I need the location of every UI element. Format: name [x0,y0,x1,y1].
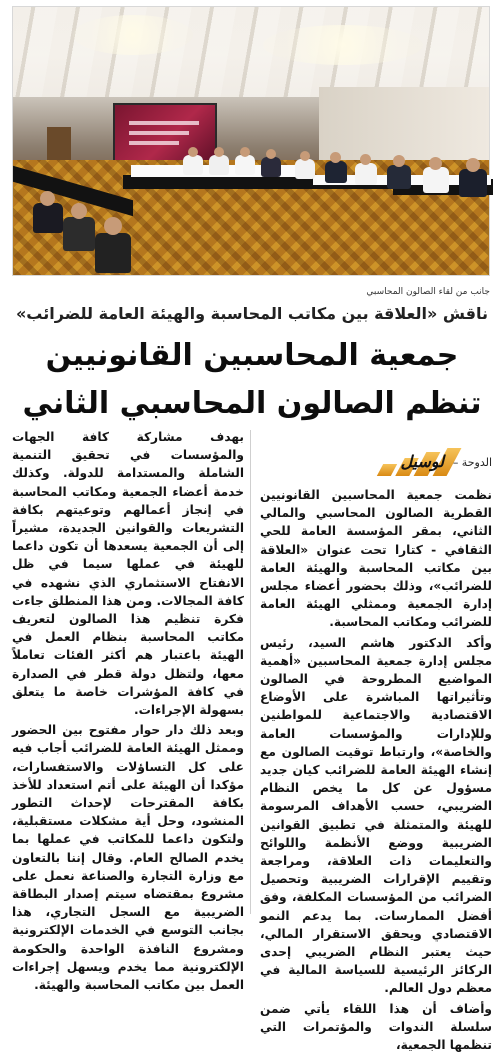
column-divider [250,430,251,914]
article-column-left [12,428,244,996]
photo-caption: جانب من لقاء الصالون المحاسبي [366,287,490,297]
attendee [183,155,203,175]
ceiling-light [263,25,423,65]
article-photo [12,6,490,276]
attendee [95,233,131,273]
article-paragraph: وأكد الدكتور هاشم السيد، رئيس مجلس إدارة جمعية المحاسبين «أهمية المواضيع المطروحة في الصالون وتأثيراتها المباشرة على الأوضاع الاقتصادية والاجتماعية للمواطنين وللإدارات والمؤسسات العامة والخاصة»، وارتباط توقيت الصالون مع إنشاء الهيئة العامة للضرائب كيان جديد مسؤول عن كل ما يخص النظام الضريبي، حسب الأهداف المرسومة للهيئة والمتمثلة في تطبيق القوانين الضريبية ووضع الأنظمة واللوائح والتعليمات ذات العلاقة، ومراجعة وتقييم الإقرارات الضريبية وتحصيل الضرائب من المؤسسات المكلفة، وفق أفضل الممارسات. بما يدعم النمو الاقتصادي ويحقق الاستقرار المالي، حيث يعتبر النظام الضريبي إحدى الركائز الرئيسية للسياسة المالية في معظم دول العالم. [260,635,492,996]
byline-city: الدوحة – [452,456,492,469]
projector-screen [113,103,217,165]
article-headline: جمعية المحاسبين القانونيين [45,338,459,373]
attendee [261,157,281,177]
attendee [423,167,449,193]
article-paragraph: بهدف مشاركة كافة الجهات والمؤسسات في تحقيق التنمية الشاملة والمستدامة للدولة. وكذلك خدمة أعضاء الجمعية ومكاتب المحاسبة في إنجاز أعمالهم وتوعيتهم بكافة التشريعات والقوانين الجديدة، مشيراً إلى أن الجمعية يسعدها أن تكون داعما للهيئة في عملها سيما في ظل الانفتاح الاستثماري الذي نشهده في كافة المجالات. ومن هذا المنطلق جاءت فكرة تنظيم هذا الصالون لتعريف مكاتب المحاسبة بنظام العمل في الهيئة باعتبار هم أكثر الفئات تعاملاً معها، ولتظل دولة قطر في الصدارة في كافة المؤشرات خاصة ما يتعلق بسهولة الإجراءات. [12,430,244,718]
article-paragraph: نظمت جمعية المحاسبين القانونيين القطرية الصالون المحاسبي والمالي الثاني، بمقر المؤسسة العامة للحي الثقافي - كتارا تحت عنوان «العلاقة بين مكاتب المحاسبة والهيئة العامة للضرائب»، وذلك بحضور أعضاء مجلس إدارة الجمعية وممثلي الهيئة العامة للضرائب ومكاتب المحاسبة. [260,488,492,630]
attendee [235,155,255,175]
attendee [209,155,229,175]
article-paragraph: وبعد ذلك دار حوار مفتوح بين الحضور وممثل الهيئة العامة للضرائب أجاب فيه على كل التساؤلات والاستفسارات، مؤكدا أن الهيئة على أتم استعداد للأخذ بكافة المقترحات لإحداث التطور المنشود، وحل أية مشكلات مستقبلية، ولتكون داعما للمكاتب في عملها بما يخدم الصالح العام. وقال إننا بالتعاون مع وزارة التجارة والصناعة نعمل على مشروع بمقتضاه سيتم إصدار البطاقة الضريبية مع السجل التجاري، هذا بجانب التوسع في الخدمات الإلكترونية ومشروع النافذة الواحدة والحكومة الإلكترونية مما يخدم ويسهل إجراءات العمل بين مكاتب المحاسبة والهيئة. [12,723,244,993]
article-paragraph: وأضاف أن هذا اللقاء يأتي ضمن سلسلة الندوات والمؤتمرات التي تنظمها الجمعية، [260,1001,492,1053]
attendee [355,163,377,185]
attendee [295,159,315,179]
attendee [63,217,95,251]
article-headline: تنظم الصالون المحاسبي الثاني [22,386,482,421]
article-kicker: ناقش «العلاقة بين مكاتب المحاسبة والهيئة العامة للضرائب» [15,304,489,323]
attendee [459,169,487,197]
byline-brand: لوسيل [400,452,444,471]
article-column-right [260,486,492,1056]
attendee [33,203,63,233]
attendee [325,161,347,183]
attendee [387,165,411,189]
ceiling-light [73,15,193,55]
byline [260,444,492,480]
